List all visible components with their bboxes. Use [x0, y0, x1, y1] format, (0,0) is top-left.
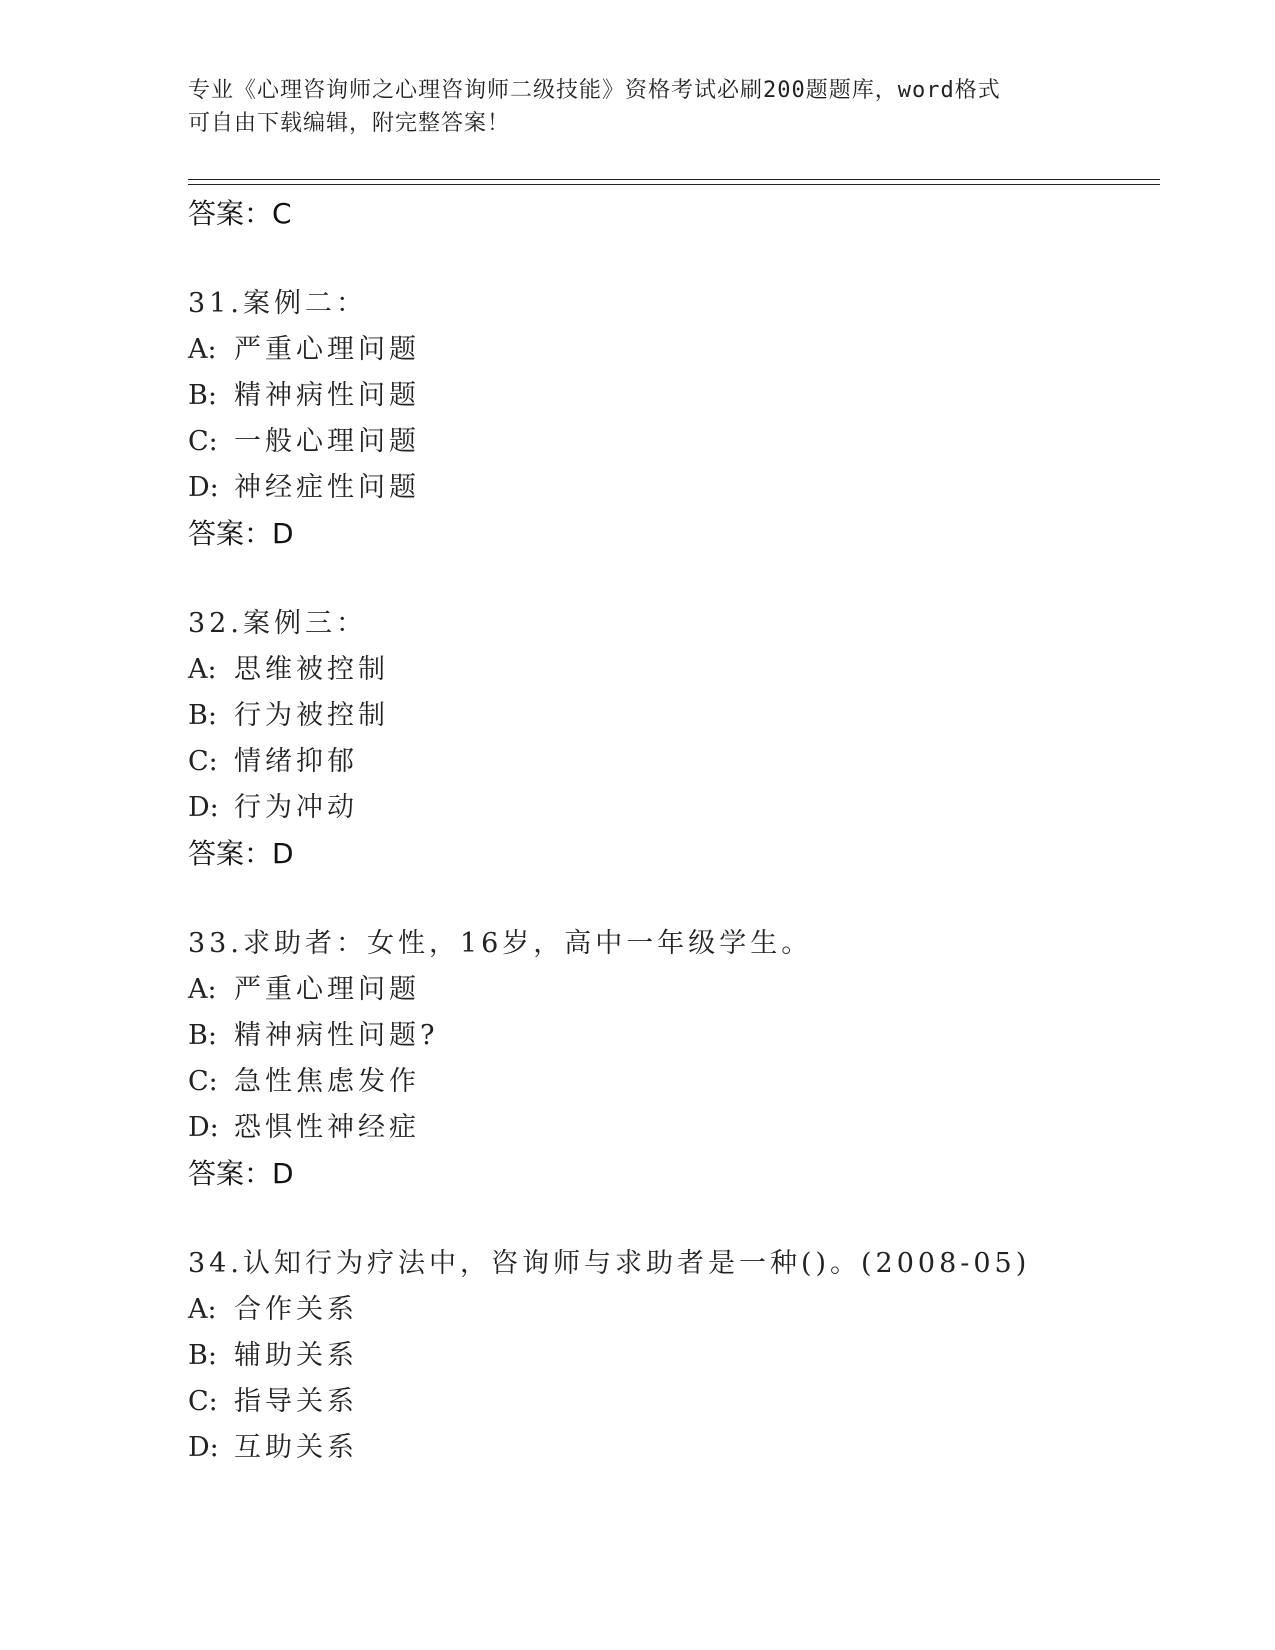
option-line: [188, 1333, 1148, 1379]
option-letter: C:: [188, 1386, 218, 1417]
option-line: [188, 1379, 1148, 1425]
answer-label: 答案：: [188, 517, 273, 550]
spacer: [188, 557, 1148, 601]
option-text: 恐惧性神经症: [234, 1112, 420, 1143]
answer-line: [188, 511, 1148, 557]
option-line: [188, 785, 1148, 831]
option-text: 严重心理问题: [234, 974, 420, 1005]
option-letter: A:: [188, 1294, 217, 1325]
option-line: [188, 1425, 1148, 1471]
answer-label: 答案：: [188, 837, 273, 870]
option-line: [188, 967, 1148, 1013]
option-line: [188, 693, 1148, 739]
option-line: [188, 1059, 1148, 1105]
header-title-line-2: 可自由下载编辑，附完整答案！: [188, 111, 511, 136]
option-text: 思维被控制: [234, 654, 389, 685]
option-text: 互助关系: [234, 1432, 358, 1463]
question-text: 34.认知行为疗法中，咨询师与求助者是一种()。(2008-05): [188, 1248, 1031, 1279]
answer-value: C: [272, 197, 292, 230]
option-letter: B:: [188, 1340, 217, 1371]
option-text: 辅助关系: [234, 1340, 358, 1371]
question-list: [188, 191, 1148, 1471]
option-text: 精神病性问题: [234, 380, 420, 411]
spacer: [188, 1197, 1148, 1241]
option-letter: B:: [188, 380, 217, 411]
option-text: 行为被控制: [234, 700, 389, 731]
option-line: [188, 373, 1148, 419]
option-line: [188, 465, 1148, 511]
spacer: [188, 877, 1148, 921]
spacer: [188, 237, 1148, 281]
document-header: [188, 74, 1088, 140]
option-text: 精神病性问题?: [234, 1020, 439, 1051]
option-letter: A:: [188, 334, 217, 365]
answer-line: [188, 191, 1148, 237]
answer-label: 答案：: [188, 1157, 273, 1190]
option-line: [188, 327, 1148, 373]
option-line: [188, 419, 1148, 465]
option-line: [188, 739, 1148, 785]
option-text: 神经症性问题: [234, 472, 420, 503]
header-divider-thin: [188, 184, 1160, 185]
option-line: [188, 1105, 1148, 1151]
option-text: 急性焦虑发作: [234, 1066, 420, 1097]
option-text: 行为冲动: [234, 792, 358, 823]
question-text: 32.案例三：: [188, 608, 367, 639]
header-title-line-1: 专业《心理咨询师之心理咨询师二级技能》资格考试必刷200题题库，word格式: [188, 78, 1001, 103]
option-text: 合作关系: [234, 1294, 358, 1325]
option-text: 严重心理问题: [234, 334, 420, 365]
question-text: 31.案例二：: [188, 288, 367, 319]
option-line: [188, 647, 1148, 693]
option-letter: A:: [188, 974, 217, 1005]
answer-label: 答案：: [188, 197, 273, 230]
header-divider-thick: [188, 179, 1160, 180]
option-letter: C:: [188, 746, 218, 777]
answer-line: [188, 1151, 1148, 1197]
option-letter: D:: [188, 1112, 219, 1143]
option-letter: B:: [188, 1020, 217, 1051]
answer-line: [188, 831, 1148, 877]
option-letter: D:: [188, 1432, 219, 1463]
option-line: [188, 1287, 1148, 1333]
answer-value: D: [272, 1157, 294, 1190]
option-letter: D:: [188, 792, 219, 823]
question-text: 33.求助者：女性，16岁，高中一年级学生。: [188, 928, 813, 959]
answer-value: D: [272, 837, 294, 870]
option-text: 情绪抑郁: [234, 746, 358, 777]
answer-value: D: [272, 517, 294, 550]
option-text: 指导关系: [234, 1386, 358, 1417]
option-text: 一般心理问题: [234, 426, 420, 457]
option-letter: A:: [188, 654, 217, 685]
option-letter: D:: [188, 472, 219, 503]
option-letter: C:: [188, 426, 218, 457]
option-line: [188, 1013, 1148, 1059]
option-letter: C:: [188, 1066, 218, 1097]
option-letter: B:: [188, 700, 217, 731]
